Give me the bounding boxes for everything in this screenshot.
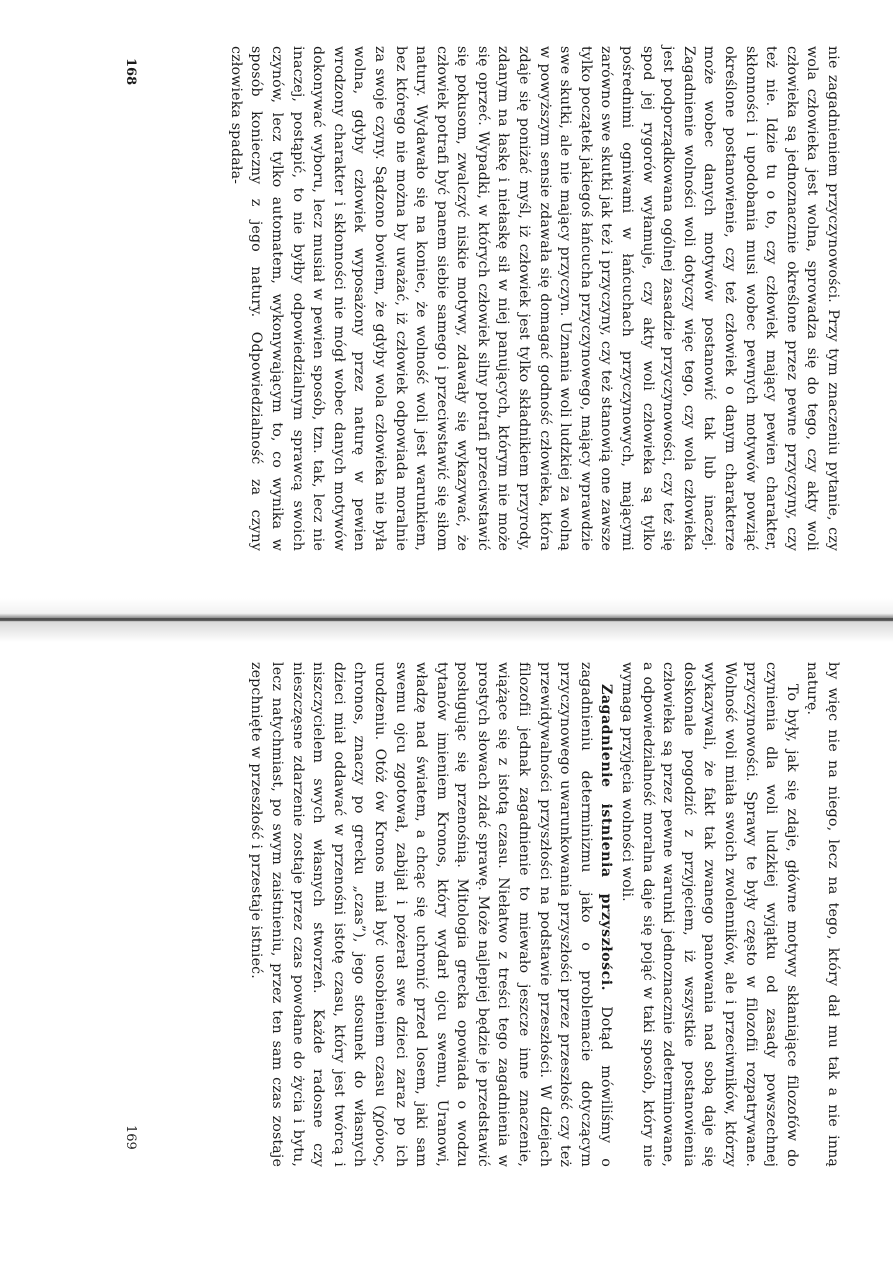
right-page (0, 640, 893, 1263)
section-paragraph (246, 662, 617, 1167)
right-page-text (246, 662, 843, 1167)
paragraph: by więc nie na niego, lecz na tego, który dał mu tak a nie inną naturę. (804, 662, 841, 1167)
book-crease (0, 618, 893, 621)
page-number: 169 (123, 1125, 138, 1150)
section-heading: Zagadnienie istnienia przyszłości. (598, 684, 615, 992)
left-page (0, 0, 893, 600)
left-page-text (225, 46, 843, 551)
paragraph: nie zagadnieniem przyczynowości. Przy tym znaczeniu pytanie, czy wola człowieka jest wolna, sprowadza się do tego, czy akty woli człowieka są jednoznacznie określone przez pewne przyczyny, czy też nie. Idzie tu o to, czy człowiek mający pewien charakter, skłonności i upodobania musi wobec pewnych motywów powziąć określone postanowienie, czy też człowiek o danym charakterze może wobec danych motywów postanowić tak lub inaczej. Zagadnienie wolności woli dotyczy więc tego, czy wola człowieka jest podporządkowana ogólnej zasadzie przyczynowości, czy też się spod jej rygorów wyłamuje, czy akty woli człowieka są tylko pośrednimi ogniwami w łańcuchach przyczynowych, mającymi zarówno swe skutki jak też i przyczyny, czy też stanowią one zawsze tylko początek jakiegoś łańcucha przyczynowego, mający wprawdzie swe skutki, ale nie mający przyczyn. Uznania woli ludzkiej za wolną w powyższym sensie zdawała się domagać godność człowieka, która zdaje się poniżać myśl, iż człowiek jest tylko składnikiem przyrody, zdanym na łaskę i niełaskę sił w niej panujących, którym nie może się oprzeć. Wypadki, w których człowiek silny potrafi przeciwstawić się pokusom, zwalczyć niskie motywy, zdawały się wykazywać, że człowiek potrafi być panem siebie samego i przeciwstawić się siłom natury. Wydawało się na koniec, że wolność woli jest warunkiem, bez którego nie można by uważać, iż człowiek odpowiada moralnie za swoje czyny. Sądzono bowiem, że gdyby wola człowieka nie była wolna, gdyby człowiek wyposażony przez naturę w pewien wrodzony charakter i skłonności nie mógł wobec danych motywów dokonywać wyboru, lecz musiał w pewien sposób, tzn. tak, lecz nie inaczej, postąpić, to nie byłby odpowiedzialnym sprawcą swoich czynów, lecz tylko automatem, wykonywającym to, co wynika w sposób konieczny z jego natury. Odpowiedzialność za czyny człowieka spadała- (227, 46, 841, 551)
page-number: 168 (123, 58, 138, 86)
section-text: Dotąd mówiliśmy o zagadnieniu determinizmu jako o problemacie dotyczącym przyczynowego uwarunkowania przyszłości przez przeszłość czy też przewidywalności przyszłości na podstawie przeszłości. W dziejach filozofii jednak zagadnienie to miewało jeszcze inne znaczenie, wiążące się z istotą czasu. Niełatwo z treści tego zagadnienia w prostych słowach zdać sprawę. Może najlepiej będzie je przedstawić posługując się przenośnią. Mitologia grecka opowiada o wodzu tytanów imieniem Kronos, który wydarł ojcu swemu, Uranowi, władzę nad światem, a chcąc się uchronić przed losem, jaki sam swemu ojcu zgotował, zabijał i pożerał swe dzieci zaraz po ich urodzeniu. Otóż ów Kronos miał być uosobieniem czasu (χρόνος, chronos, znaczy po grecku „czas”), jego stosunek do własnych dzieci miał oddawać w przenośni istotę czasu, który jest twórcą i niszczycielem swych własnych stworzeń. Każde radosne czy nieszczęsne zdarzenie zostaje przez czas powołane do życia i bytu, lecz natychmiast, po swym zaistnieniu, przez ten sam czas zostaje zepchnięte w przeszłość i przestaje istnieć. (248, 662, 615, 1167)
paragraph: To były, jak się zdaje, główne motywy skłaniające filozofów do czynienia dla woli ludzkiej wyjątku od zasady powszechnej przyczynowości. Sprawy te były często w filozofii rozpatrywane. Wolność woli miała swoich zwolenników, ale i przeciwników, którzy wykazywali, że fakt tak zwanego panowania nad sobą daje się doskonale pogodzić z przyjęciem, iż wszystkie postanowienia człowieka są przez pewne warunki jednoznacznie zdeterminowane, a odpowiedzialność moralna daje się pojąć w taki sposób, który nie wymaga przyjęcia wolności woli. (619, 662, 800, 1167)
